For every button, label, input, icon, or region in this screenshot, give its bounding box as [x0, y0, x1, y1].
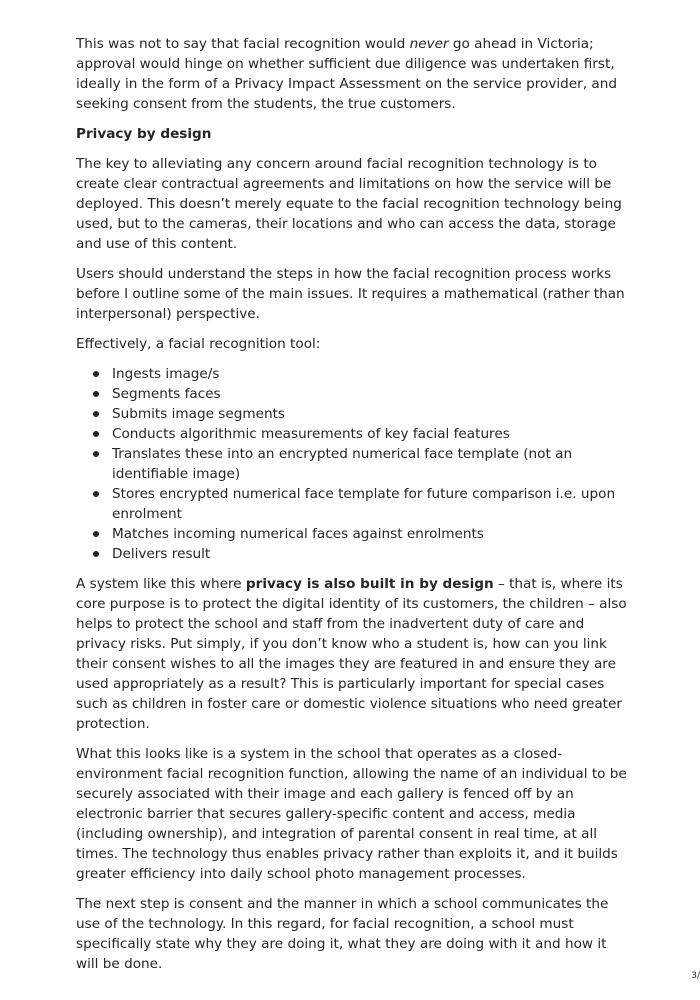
paragraph-system: What this looks like is a system in the school that operates as a closed-environment facial recognition function, allowing the name of an individual to be securely associated with their image and each gallery is fenced off by an electronic barrier that secures gallery-specific content and access, media (including ownership), and integration of parental consent in real time, at all times. The technology thus enables privacy rather than exploits it, and it builds greater efficiency into daily school photo management processes. — [76, 746, 627, 882]
list-item: Segments faces — [112, 384, 628, 404]
bold-text: privacy is also built in by design — [245, 576, 494, 592]
section-heading: Privacy by design — [76, 126, 212, 142]
list-item: Delivers result — [112, 544, 628, 564]
text-run: A system like this where — [76, 576, 246, 592]
paragraph-intro — [76, 34, 628, 114]
emphasis-text: never — [409, 36, 449, 52]
paragraph-key: The key to alleviating any concern around facial recognition technology is to create clear contractual agreements and limitations on how the service will be deployed. This doesn’t merely equate to the facial recognition technology being used, but to the cameras, their locations and who can access the data, storage and use of this content. — [76, 156, 622, 252]
list-item: Matches incoming numerical faces against enrolments — [112, 524, 628, 544]
list-item: Stores encrypted numerical face template for future comparison i.e. upon enrolment — [112, 484, 628, 524]
text-run: go ahead in Victoria; approval would hinge on whether sufficient due diligence was undertaken first, ideally in the form of a Privacy Impact Assessment on the service provider, and seeking consent from the students, the true customers. — [76, 36, 617, 112]
text-run: This was not to say that facial recognition would — [76, 36, 410, 52]
paragraph-consent: The next step is consent and the manner in which a school communicates the use of the technology. In this regard, for facial recognition, a school must specifically state why they are doing it, what they are doing with it and how it will be done. — [76, 896, 609, 972]
list-item: Conducts algorithmic measurements of key facial features — [112, 424, 628, 444]
paragraph-tool-intro: Effectively, a facial recognition tool: — [76, 336, 321, 352]
list-item: Submits image segments — [112, 404, 628, 424]
process-steps-list — [76, 364, 628, 564]
page-number: 3/ — [691, 971, 700, 981]
list-item: Translates these into an encrypted numerical face template (not an identifiable image) — [112, 444, 628, 484]
list-item: Ingests image/s — [112, 364, 628, 384]
paragraph-users: Users should understand the steps in how the facial recognition process works before I outline some of the main issues. It requires a mathematical (rather than interpersonal) perspective. — [76, 266, 625, 322]
text-run: – that is, where its core purpose is to protect the digital identity of its customers, the children – also helps to protect the school and staff from the inadvertent duty of care and privacy risks. Put simply, if you don’t know who a student is, how can you link their consent wishes to all the images they are featured in and ensure they are used appropriately as a result? This is particularly important for special cases such as children in foster care or domestic violence situations who need greater protection. — [76, 576, 627, 732]
paragraph-privacy-design — [76, 574, 628, 734]
article-body — [76, 34, 628, 984]
